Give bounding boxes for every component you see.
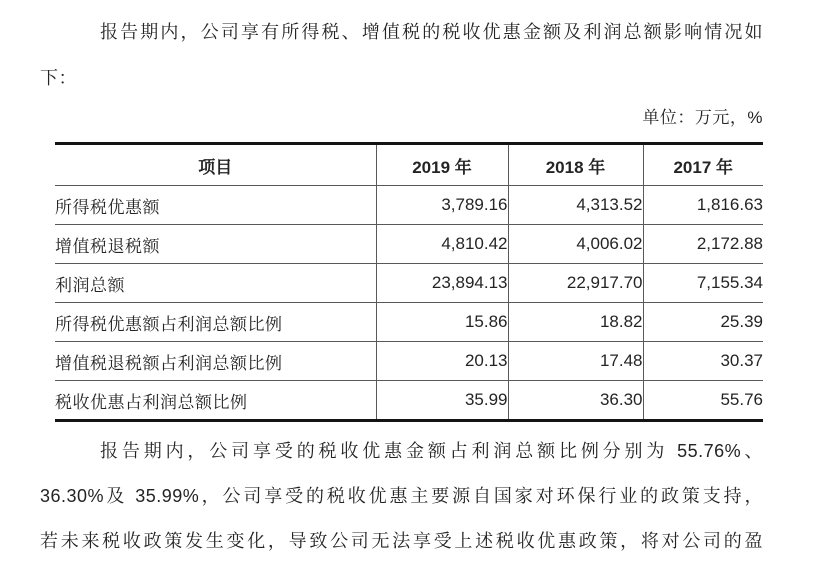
intro-paragraph bbox=[40, 9, 763, 101]
value-2019: 20.13 bbox=[376, 342, 508, 381]
closing-paragraph-line-1: 报告期内，公司享受的税收优惠金额占利润总额比例分别为 55.76%、 bbox=[100, 441, 763, 461]
table-row bbox=[55, 225, 763, 264]
table-row bbox=[55, 264, 763, 303]
column-header-item: 项目 bbox=[55, 144, 376, 186]
intro-paragraph-line-2: 下： bbox=[40, 68, 77, 88]
row-label: 所得税优惠额占利润总额比例 bbox=[55, 303, 376, 342]
intro-paragraph-line-1: 报告期内，公司享有所得税、增值税的税收优惠金额及利润总额影响情况如 bbox=[100, 22, 763, 42]
value-2018: 18.82 bbox=[508, 303, 643, 342]
value-2019: 35.99 bbox=[376, 381, 508, 421]
value-2018: 22,917.70 bbox=[508, 264, 643, 303]
value-2019: 3,789.16 bbox=[376, 186, 508, 225]
table-row bbox=[55, 342, 763, 381]
value-2018: 4,006.02 bbox=[508, 225, 643, 264]
closing-paragraph bbox=[40, 429, 763, 564]
column-header-2018: 2018 年 bbox=[508, 144, 643, 186]
value-2017: 30.37 bbox=[643, 342, 763, 381]
value-2017: 7,155.34 bbox=[643, 264, 763, 303]
value-2017: 1,816.63 bbox=[643, 186, 763, 225]
value-2017: 55.76 bbox=[643, 381, 763, 421]
row-label: 所得税优惠额 bbox=[55, 186, 376, 225]
row-label: 税收优惠占利润总额比例 bbox=[55, 381, 376, 421]
value-2017: 2,172.88 bbox=[643, 225, 763, 264]
closing-paragraph-line-3: 若未来税收政策发生变化，导致公司无法享受上述税收优惠政策，将对公司的盈 bbox=[40, 531, 763, 551]
value-2018: 36.30 bbox=[508, 381, 643, 421]
value-2017: 25.39 bbox=[643, 303, 763, 342]
value-2019: 15.86 bbox=[376, 303, 508, 342]
table-row bbox=[55, 381, 763, 421]
closing-paragraph-line-2: 36.30%及 35.99%，公司享受的税收优惠主要源自国家对环保行业的政策支持， bbox=[40, 486, 763, 506]
column-header-2017: 2017 年 bbox=[643, 144, 763, 186]
value-2018: 17.48 bbox=[508, 342, 643, 381]
table-row bbox=[55, 186, 763, 225]
unit-label: 单位：万元，% bbox=[642, 108, 763, 127]
table-header-row bbox=[55, 144, 763, 186]
row-label: 增值税退税额占利润总额比例 bbox=[55, 342, 376, 381]
row-label: 增值税退税额 bbox=[55, 225, 376, 264]
column-header-2019: 2019 年 bbox=[376, 144, 508, 186]
table-row bbox=[55, 303, 763, 342]
tax-benefit-table bbox=[55, 142, 763, 422]
value-2019: 4,810.42 bbox=[376, 225, 508, 264]
value-2018: 4,313.52 bbox=[508, 186, 643, 225]
row-label: 利润总额 bbox=[55, 264, 376, 303]
value-2019: 23,894.13 bbox=[376, 264, 508, 303]
